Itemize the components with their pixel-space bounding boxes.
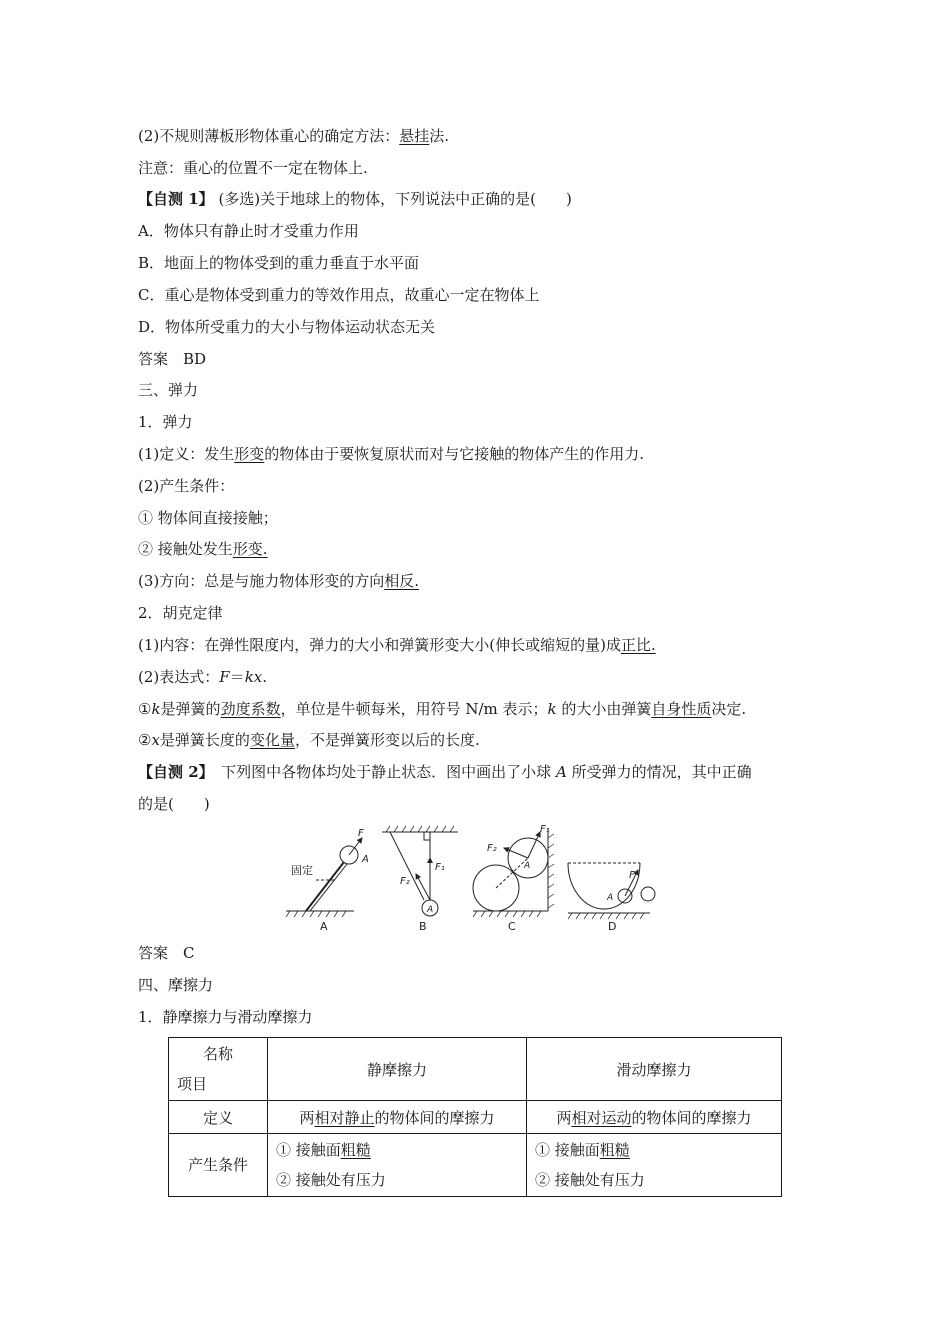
diagram-c [473, 824, 554, 933]
force-diagram-figure [278, 818, 678, 936]
ball-label: A [427, 905, 434, 915]
table-row [169, 1134, 782, 1197]
answer-2: 答案 C [138, 944, 195, 962]
subsection-heading: 1．弹力 [138, 413, 193, 431]
table-cell: ① 接触面粗糙 ② 接触处有压力 [527, 1134, 782, 1197]
figure-label-b: B [419, 920, 427, 933]
force-label-f2: F₂ [487, 843, 497, 854]
text-line: ①k是弹簧的劲度系数，单位是牛顿每米，用符号 N/m 表示；k 的大小由弹簧自身性质决定. [138, 700, 747, 718]
ball-label: A [607, 893, 614, 903]
option-b: B．地面上的物体受到的重力垂直于水平面 [138, 254, 420, 272]
section-heading: 三、弹力 [138, 381, 199, 399]
table-header-row [169, 1038, 782, 1101]
diagram-a [286, 828, 369, 933]
row-label-definition: 定义 [169, 1101, 268, 1134]
table-cell: ① 接触面粗糙 ② 接触处有压力 [268, 1134, 527, 1197]
ball-label: A [362, 854, 369, 865]
figure-label-c: C [508, 920, 516, 933]
table-header-sliding: 滑动摩擦力 [527, 1038, 782, 1101]
text-line: ② 接触处发生形变. [138, 540, 268, 558]
table-cell: 两相对静止的物体间的摩擦力 [268, 1101, 527, 1134]
section-heading: 四、摩擦力 [138, 976, 214, 994]
text-line: ① 物体间直接接触； [138, 509, 278, 527]
force-label: F [358, 828, 364, 839]
fixed-label: 固定 [291, 864, 313, 877]
text-line: (3)方向：总是与施力物体形变的方向相反. [138, 572, 420, 590]
answer-1: 答案 BD [138, 350, 207, 368]
self-test-2-question: 【自测 2】 下列图中各物体均处于静止状态．图中画出了小球 A 所受弹力的情况，其中正确 [138, 763, 752, 781]
option-a: A．物体只有静止时才受重力作用 [138, 222, 359, 240]
figure-label-a: A [320, 920, 328, 933]
friction-comparison-table [168, 1037, 782, 1197]
self-test-1-question: 【自测 1】 (多选)关于地球上的物体，下列说法中正确的是( ) [138, 190, 572, 208]
text-line: ②x是弹簧长度的变化量，不是弹簧形变以后的长度. [138, 731, 480, 749]
table-row [169, 1101, 782, 1134]
diagram-d [568, 863, 655, 933]
force-label: F [629, 870, 635, 881]
option-c: C．重心是物体受到重力的等效作用点，故重心一定在物体上 [138, 286, 540, 304]
formula-line: (2)表达式：F＝kx. [138, 668, 268, 686]
force-label-f1: F₁ [540, 824, 550, 835]
table-cell: 两相对运动的物体间的摩擦力 [527, 1101, 782, 1134]
table-header-static: 静摩擦力 [268, 1038, 527, 1101]
text-line: (1)定义：发生形变的物体由于要恢复原状而对与它接触的物体产生的作用力. [138, 445, 645, 463]
text-line: (2)不规则薄板形物体重心的确定方法：悬挂法. [138, 127, 450, 145]
text-line: (2)产生条件： [138, 477, 235, 495]
table-corner-cell: 名称 项目 [169, 1038, 268, 1101]
subsection-heading: 2．胡克定律 [138, 604, 223, 622]
diagram-b [382, 826, 458, 933]
text-line: 注意：重心的位置不一定在物体上. [138, 159, 368, 177]
row-label-conditions: 产生条件 [169, 1134, 268, 1197]
text-line: 的是( ) [138, 795, 210, 813]
subsection-heading: 1．静摩擦力与滑动摩擦力 [138, 1008, 313, 1026]
figure-label-d: D [608, 920, 617, 933]
force-label-f2: F₂ [400, 876, 410, 887]
option-d: D．物体所受重力的大小与物体运动状态无关 [138, 318, 436, 336]
ball-label: A [524, 861, 531, 871]
force-label-f1: F₁ [435, 862, 445, 873]
text-line: (1)内容：在弹性限度内，弹力的大小和弹簧形变大小(伸长或缩短的量)成正比. [138, 636, 656, 654]
